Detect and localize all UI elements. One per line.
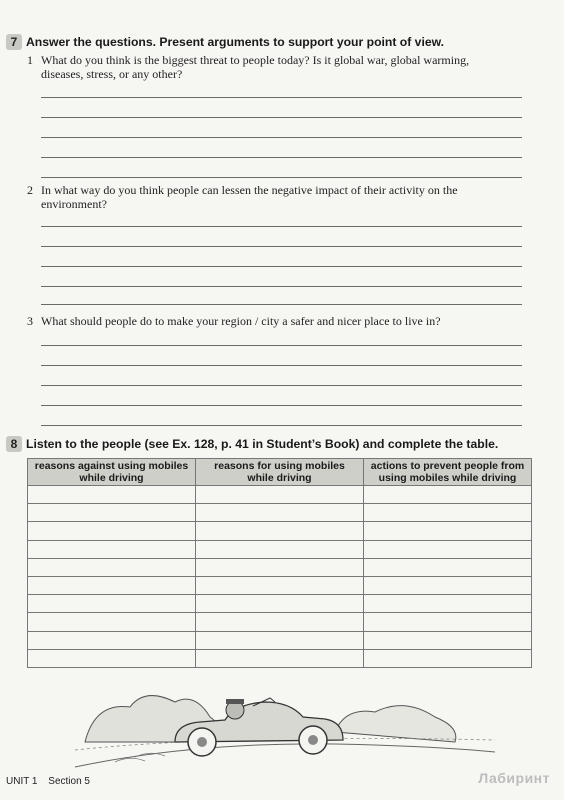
table-row — [28, 522, 532, 540]
table-cell[interactable] — [28, 522, 196, 540]
car-illustration — [75, 672, 495, 772]
question-3-text: What should people do to make your region / city a safer and nicer place to live in? — [41, 314, 441, 328]
table-row — [28, 595, 532, 613]
table-cell[interactable] — [364, 631, 532, 649]
answer-line[interactable] — [41, 246, 522, 247]
table-cell[interactable] — [364, 595, 532, 613]
answer-line[interactable] — [41, 385, 522, 386]
answer-line[interactable] — [41, 97, 522, 98]
question-1-text: What do you think is the biggest threat to people today? Is it global war, global warming, diseases, stress, or any other? — [41, 53, 470, 81]
table-cell[interactable] — [196, 486, 364, 504]
table-cell[interactable] — [196, 558, 364, 576]
table-cell[interactable] — [28, 576, 196, 594]
listening-table — [27, 458, 532, 668]
exercise-7-number: 7 — [6, 34, 22, 50]
answer-line[interactable] — [41, 425, 522, 426]
table-cell[interactable] — [196, 631, 364, 649]
table-cell[interactable] — [364, 558, 532, 576]
table-row — [28, 486, 532, 504]
table-cell[interactable] — [28, 540, 196, 558]
table-header-actions: actions to prevent people from using mobiles while driving — [364, 459, 532, 486]
answer-line[interactable] — [41, 266, 522, 267]
table-cell[interactable] — [196, 504, 364, 522]
table-cell[interactable] — [196, 540, 364, 558]
table-cell[interactable] — [196, 522, 364, 540]
answer-line[interactable] — [41, 345, 522, 346]
exercise-8-number: 8 — [6, 436, 22, 452]
question-2-text: In what way do you think people can lessen the negative impact of their activity on the environment? — [41, 183, 458, 211]
question-1-number: 1 — [27, 53, 33, 67]
table-cell[interactable] — [28, 504, 196, 522]
table-header-reasons-against: reasons against using mobiles while driving — [28, 459, 196, 486]
table-cell[interactable] — [364, 613, 532, 631]
watermark: Лабиринт — [478, 770, 550, 786]
table-cell[interactable] — [196, 613, 364, 631]
table-cell[interactable] — [364, 486, 532, 504]
table-cell[interactable] — [28, 595, 196, 613]
answer-line[interactable] — [41, 365, 522, 366]
question-2-number: 2 — [27, 183, 33, 197]
table-row — [28, 540, 532, 558]
question-3-number: 3 — [27, 314, 33, 328]
table-row — [28, 504, 532, 522]
table-row — [28, 576, 532, 594]
footer-section: Section 5 — [48, 776, 90, 787]
answer-line[interactable] — [41, 286, 522, 287]
answer-line[interactable] — [41, 405, 522, 406]
exercise-7-title: Answer the questions. Present arguments to support your point of view. — [26, 35, 445, 49]
footer-unit: UNIT 1 — [6, 776, 38, 787]
table-cell[interactable] — [364, 649, 532, 667]
answer-line[interactable] — [41, 226, 522, 227]
table-cell[interactable] — [196, 576, 364, 594]
table-row — [28, 631, 532, 649]
table-cell[interactable] — [364, 522, 532, 540]
table-row — [28, 558, 532, 576]
table-row — [28, 649, 532, 667]
table-cell[interactable] — [28, 649, 196, 667]
page-footer — [6, 776, 90, 787]
answer-line[interactable] — [41, 177, 522, 178]
exercise-8-title: Listen to the people (see Ex. 128, p. 41 in Student’s Book) and complete the table. — [26, 437, 499, 451]
answer-line[interactable] — [41, 157, 522, 158]
table-header-reasons-for: reasons for using mobiles while driving — [196, 459, 364, 486]
table-cell[interactable] — [196, 595, 364, 613]
table-cell[interactable] — [364, 540, 532, 558]
table-cell[interactable] — [196, 649, 364, 667]
table-cell[interactable] — [364, 576, 532, 594]
answer-line[interactable] — [41, 137, 522, 138]
answer-line[interactable] — [41, 304, 522, 305]
table-cell[interactable] — [28, 486, 196, 504]
answer-line[interactable] — [41, 117, 522, 118]
table-cell[interactable] — [28, 558, 196, 576]
table-cell[interactable] — [28, 613, 196, 631]
table-row — [28, 613, 532, 631]
table-cell[interactable] — [364, 504, 532, 522]
table-cell[interactable] — [28, 631, 196, 649]
